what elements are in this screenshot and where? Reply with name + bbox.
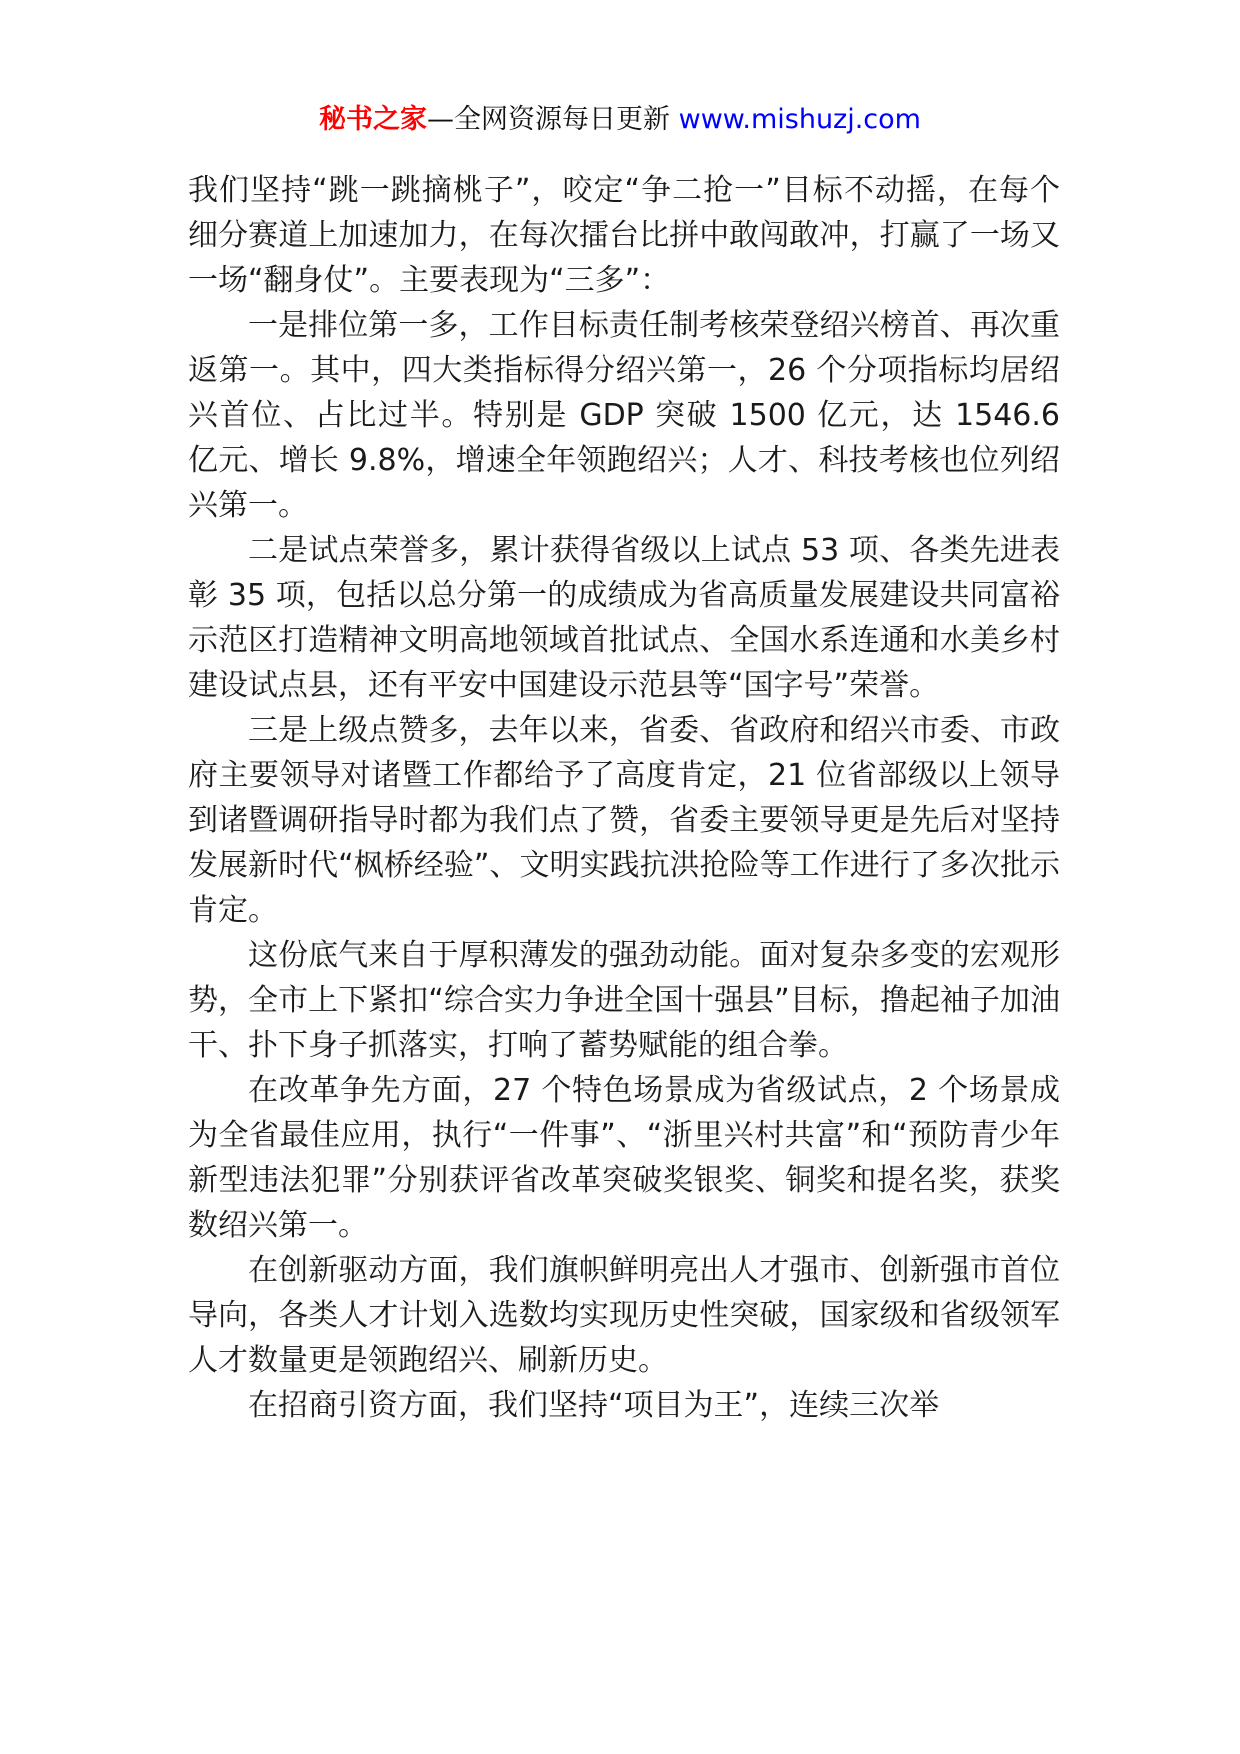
paragraph-innovation: 在创新驱动方面，我们旗帜鲜明亮出人才强市、创新强市首位导向，各类人才计划入选数均实现历史性突破，国家级和省级领军人才数量更是领跑绍兴、刷新历史。: [188, 1253, 1060, 1378]
paragraph-pilot-honors: 二是试点荣誉多，累计获得省级以上试点 53 项、各类先进表彰 35 项，包括以总分第一的成绩成为省高质量发展建设共同富裕示范区打造精神文明高地领域首批试点、全国水系连通和水美乡村建设试点县，还有平安中国建设示范县等“国字号”荣誉。: [188, 533, 1060, 703]
paragraph-momentum: 这份底气来自于厚积薄发的强劲动能。面对复杂多变的宏观形势，全市上下紧扣“综合实力争进全国十强县”目标，撸起袖子加油干、扑下身子抓落实，打响了蓄势赋能的组合拳。: [188, 938, 1060, 1063]
site-banner: [0, 100, 1240, 140]
paragraph-reform: 在改革争先方面，27 个特色场景成为省级试点，2 个场景成为全省最佳应用，执行“一件事”、“浙里兴村共富”和“预防青少年新型违法犯罪”分别获评省改革突破奖银奖、铜奖和提名奖，获奖数绍兴第一。: [188, 1073, 1060, 1243]
paragraph-investment: 在招商引资方面，我们坚持“项目为王”，连续三次举: [248, 1388, 940, 1423]
paragraph-intro-continuation: 我们坚持“跳一跳摘桃子”，咬定“争二抢一”目标不动摇，在每个细分赛道上加速加力，在每次擂台比拼中敢闯敢冲，打赢了一场又一场“翻身仗”。主要表现为“三多”：: [188, 173, 1060, 298]
banner-tagline: —全网资源每日更新: [427, 104, 679, 135]
document-body: [188, 168, 1060, 1428]
paragraph-ranking: 一是排位第一多，工作目标责任制考核荣登绍兴榜首、再次重返第一。其中，四大类指标得分绍兴第一，26 个分项指标均居绍兴首位、占比过半。特别是 GDP 突破 1500 亿元，达 1546.6 亿元、增长 9.8%，增速全年领跑绍兴；人才、科技考核也位列绍兴第一。: [188, 308, 1060, 523]
site-url-link[interactable]: www.mishuzj.com: [678, 104, 921, 135]
brand-name: 秘书之家: [319, 104, 428, 135]
paragraph-praise: 三是上级点赞多，去年以来，省委、省政府和绍兴市委、市政府主要领导对诸暨工作都给予了高度肯定，21 位省部级以上领导到诸暨调研指导时都为我们点了赞，省委主要领导更是先后对坚持发展新时代“枫桥经验”、文明实践抗洪抢险等工作进行了多次批示肯定。: [188, 713, 1060, 928]
